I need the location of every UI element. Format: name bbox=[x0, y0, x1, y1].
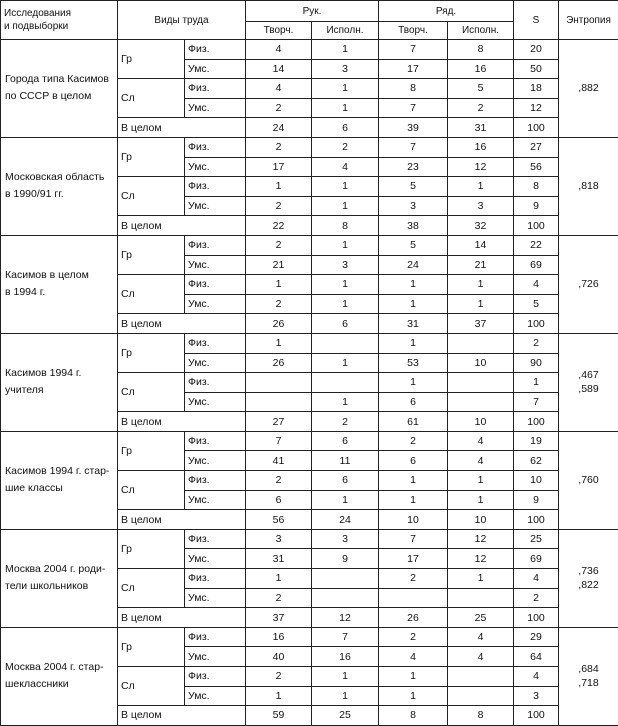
kind-label-fiz: Физ. bbox=[185, 79, 246, 99]
table-row bbox=[1, 137, 618, 157]
cell-ruk-ispoln: 1 bbox=[312, 686, 379, 706]
cell-ryad-tvorch: 1 bbox=[379, 667, 448, 687]
cell-ruk-tvorch: 7 bbox=[246, 431, 312, 451]
kind-label-ums: Умс. bbox=[185, 196, 246, 216]
cell-ryad-tvorch: 1 bbox=[379, 294, 448, 314]
cell-ryad-ispoln: 3 bbox=[448, 196, 514, 216]
header-s: S bbox=[514, 1, 559, 40]
cell-ruk-ispoln: 1 bbox=[312, 40, 379, 60]
total-ryad-ispoln: 10 bbox=[448, 510, 514, 530]
group-label-sl: Сл bbox=[118, 471, 185, 510]
cell-ruk-tvorch: 1 bbox=[246, 177, 312, 197]
header-ruk-tvorch: Творч. bbox=[246, 22, 312, 40]
cell-s-total: 12 bbox=[514, 98, 559, 118]
kind-label-fiz: Физ. bbox=[185, 529, 246, 549]
cell-ryad-tvorch: 1 bbox=[379, 373, 448, 393]
cell-ruk-tvorch: 2 bbox=[246, 471, 312, 491]
kind-label-ums: Умс. bbox=[185, 451, 246, 471]
study-name: Города типа Касимов по СССР в целом bbox=[1, 40, 118, 138]
cell-ruk-ispoln: 16 bbox=[312, 647, 379, 667]
total-label: В целом bbox=[118, 706, 246, 726]
total-ruk-tvorch: 27 bbox=[246, 412, 312, 432]
cell-ryad-tvorch: 8 bbox=[379, 79, 448, 99]
kind-label-fiz: Физ. bbox=[185, 667, 246, 687]
cell-ruk-tvorch: 6 bbox=[246, 490, 312, 510]
cell-ruk-tvorch: 41 bbox=[246, 451, 312, 471]
cell-ryad-tvorch: 5 bbox=[379, 177, 448, 197]
kind-label-fiz: Физ. bbox=[185, 431, 246, 451]
cell-ryad-tvorch: 17 bbox=[379, 549, 448, 569]
total-ryad-ispoln: 37 bbox=[448, 314, 514, 334]
total-ruk-ispoln: 8 bbox=[312, 216, 379, 236]
group-label-gr: Гр bbox=[118, 137, 185, 176]
kind-label-fiz: Физ. bbox=[185, 333, 246, 353]
header-ruk: Рук. bbox=[246, 1, 379, 22]
cell-s-total: 69 bbox=[514, 549, 559, 569]
cell-ryad-ispoln: 4 bbox=[448, 431, 514, 451]
total-ryad-tvorch: 10 bbox=[379, 510, 448, 530]
total-label: В целом bbox=[118, 314, 246, 334]
cell-s-total: 22 bbox=[514, 235, 559, 255]
table-row bbox=[1, 529, 618, 549]
cell-ruk-ispoln: 1 bbox=[312, 79, 379, 99]
cell-ryad-ispoln bbox=[448, 686, 514, 706]
cell-ryad-ispoln: 12 bbox=[448, 549, 514, 569]
cell-ruk-ispoln: 6 bbox=[312, 471, 379, 491]
cell-ryad-ispoln bbox=[448, 588, 514, 608]
study-name: Москва 2004 г. роди- тели школьников bbox=[1, 529, 118, 627]
study-name: Касимов 1994 г. учителя bbox=[1, 333, 118, 431]
total-ryad-tvorch: 31 bbox=[379, 314, 448, 334]
cell-ryad-ispoln: 2 bbox=[448, 98, 514, 118]
header-ryad: Ряд. bbox=[379, 1, 514, 22]
total-ruk-ispoln: 12 bbox=[312, 608, 379, 628]
cell-s-total: 62 bbox=[514, 451, 559, 471]
cell-ruk-tvorch: 14 bbox=[246, 59, 312, 79]
total-s-total: 100 bbox=[514, 314, 559, 334]
cell-s-total: 2 bbox=[514, 588, 559, 608]
cell-ryad-ispoln: 21 bbox=[448, 255, 514, 275]
group-label-sl: Сл bbox=[118, 79, 185, 118]
cell-ryad-tvorch: 7 bbox=[379, 137, 448, 157]
kind-label-fiz: Физ. bbox=[185, 177, 246, 197]
group-label-sl: Сл bbox=[118, 177, 185, 216]
group-label-sl: Сл bbox=[118, 275, 185, 314]
table-row bbox=[1, 627, 618, 647]
kind-label-fiz: Физ. bbox=[185, 235, 246, 255]
cell-ruk-tvorch bbox=[246, 392, 312, 412]
cell-ryad-tvorch: 1 bbox=[379, 490, 448, 510]
cell-s-total: 29 bbox=[514, 627, 559, 647]
group-label-gr: Гр bbox=[118, 40, 185, 79]
cell-ruk-ispoln: 1 bbox=[312, 235, 379, 255]
cell-ryad-tvorch: 1 bbox=[379, 686, 448, 706]
kind-label-ums: Умс. bbox=[185, 255, 246, 275]
kind-label-fiz: Физ. bbox=[185, 275, 246, 295]
entropy-value: ,760 bbox=[559, 431, 618, 529]
cell-ruk-tvorch: 2 bbox=[246, 235, 312, 255]
cell-s-total: 27 bbox=[514, 137, 559, 157]
cell-ryad-ispoln: 5 bbox=[448, 79, 514, 99]
cell-ruk-ispoln: 3 bbox=[312, 529, 379, 549]
cell-ryad-ispoln: 4 bbox=[448, 627, 514, 647]
kind-label-ums: Умс. bbox=[185, 647, 246, 667]
cell-ruk-ispoln: 1 bbox=[312, 667, 379, 687]
study-name: Касимов 1994 г. стар- шие классы bbox=[1, 431, 118, 529]
cell-ryad-ispoln bbox=[448, 333, 514, 353]
total-ryad-ispoln: 10 bbox=[448, 412, 514, 432]
header-ruk-ispoln: Исполн. bbox=[312, 22, 379, 40]
header-kinds: Виды труда bbox=[118, 1, 246, 40]
cell-ryad-tvorch: 7 bbox=[379, 529, 448, 549]
cell-ruk-ispoln: 1 bbox=[312, 196, 379, 216]
entropy-value: ,467 ,589 bbox=[559, 333, 618, 431]
kind-label-ums: Умс. bbox=[185, 588, 246, 608]
kind-label-fiz: Физ. bbox=[185, 137, 246, 157]
cell-ruk-ispoln: 2 bbox=[312, 137, 379, 157]
total-ryad-tvorch: 8 bbox=[379, 706, 448, 726]
study-name: Москва 2004 г. стар- шеклассники bbox=[1, 627, 118, 725]
cell-ruk-ispoln bbox=[312, 373, 379, 393]
cell-s-total: 64 bbox=[514, 647, 559, 667]
cell-ruk-ispoln: 1 bbox=[312, 353, 379, 373]
total-ruk-ispoln: 2 bbox=[312, 412, 379, 432]
kind-label-ums: Умс. bbox=[185, 392, 246, 412]
cell-ruk-tvorch: 2 bbox=[246, 667, 312, 687]
total-ruk-tvorch: 59 bbox=[246, 706, 312, 726]
total-ruk-tvorch: 56 bbox=[246, 510, 312, 530]
cell-ruk-ispoln: 1 bbox=[312, 294, 379, 314]
cell-s-total: 10 bbox=[514, 471, 559, 491]
total-ryad-ispoln: 8 bbox=[448, 706, 514, 726]
cell-ruk-ispoln bbox=[312, 333, 379, 353]
cell-s-total: 4 bbox=[514, 569, 559, 589]
header-row-1 bbox=[1, 1, 618, 22]
total-ruk-tvorch: 26 bbox=[246, 314, 312, 334]
cell-ryad-ispoln: 1 bbox=[448, 569, 514, 589]
cell-ryad-tvorch: 1 bbox=[379, 275, 448, 295]
cell-ryad-tvorch: 17 bbox=[379, 59, 448, 79]
cell-ruk-tvorch: 2 bbox=[246, 137, 312, 157]
cell-ruk-tvorch: 31 bbox=[246, 549, 312, 569]
total-ruk-ispoln: 24 bbox=[312, 510, 379, 530]
cell-ryad-ispoln: 14 bbox=[448, 235, 514, 255]
entropy-value: ,684 ,718 bbox=[559, 627, 618, 725]
cell-ruk-ispoln: 4 bbox=[312, 157, 379, 177]
group-label-sl: Сл bbox=[118, 667, 185, 706]
total-label: В целом bbox=[118, 118, 246, 138]
study-name: Московская область в 1990/91 гг. bbox=[1, 137, 118, 235]
table-row bbox=[1, 235, 618, 255]
header-entropy: Энтропия bbox=[559, 1, 618, 40]
cell-s-total: 9 bbox=[514, 196, 559, 216]
total-s-total: 100 bbox=[514, 216, 559, 236]
cell-ruk-tvorch: 1 bbox=[246, 333, 312, 353]
cell-ryad-ispoln: 1 bbox=[448, 471, 514, 491]
cell-s-total: 50 bbox=[514, 59, 559, 79]
cell-ruk-tvorch: 4 bbox=[246, 40, 312, 60]
kind-label-ums: Умс. bbox=[185, 549, 246, 569]
group-label-gr: Гр bbox=[118, 529, 185, 568]
cell-ruk-tvorch: 26 bbox=[246, 353, 312, 373]
entropy-value: ,726 bbox=[559, 235, 618, 333]
cell-ryad-ispoln: 1 bbox=[448, 490, 514, 510]
table-row bbox=[1, 333, 618, 353]
cell-ryad-ispoln bbox=[448, 667, 514, 687]
kind-label-ums: Умс. bbox=[185, 98, 246, 118]
kind-label-ums: Умс. bbox=[185, 294, 246, 314]
cell-ryad-tvorch: 3 bbox=[379, 196, 448, 216]
cell-ryad-tvorch: 1 bbox=[379, 333, 448, 353]
cell-ruk-tvorch: 17 bbox=[246, 157, 312, 177]
total-s-total: 100 bbox=[514, 118, 559, 138]
total-s-total: 100 bbox=[514, 608, 559, 628]
total-ruk-tvorch: 22 bbox=[246, 216, 312, 236]
header-ryad-tvorch: Творч. bbox=[379, 22, 448, 40]
total-ryad-ispoln: 31 bbox=[448, 118, 514, 138]
kind-label-fiz: Физ. bbox=[185, 471, 246, 491]
kind-label-fiz: Физ. bbox=[185, 40, 246, 60]
kind-label-fiz: Физ. bbox=[185, 373, 246, 393]
cell-ruk-tvorch: 1 bbox=[246, 275, 312, 295]
table-row bbox=[1, 431, 618, 451]
total-ryad-tvorch: 61 bbox=[379, 412, 448, 432]
cell-ryad-ispoln: 16 bbox=[448, 137, 514, 157]
total-ryad-ispoln: 25 bbox=[448, 608, 514, 628]
total-ryad-tvorch: 38 bbox=[379, 216, 448, 236]
cell-s-total: 18 bbox=[514, 79, 559, 99]
total-ryad-ispoln: 32 bbox=[448, 216, 514, 236]
cell-ruk-tvorch: 16 bbox=[246, 627, 312, 647]
total-label: В целом bbox=[118, 510, 246, 530]
cell-ruk-ispoln: 1 bbox=[312, 98, 379, 118]
cell-s-total: 7 bbox=[514, 392, 559, 412]
total-label: В целом bbox=[118, 216, 246, 236]
cell-ruk-ispoln: 1 bbox=[312, 392, 379, 412]
group-label-gr: Гр bbox=[118, 431, 185, 470]
group-label-gr: Гр bbox=[118, 333, 185, 372]
cell-s-total: 3 bbox=[514, 686, 559, 706]
cell-s-total: 9 bbox=[514, 490, 559, 510]
cell-ruk-tvorch: 21 bbox=[246, 255, 312, 275]
cell-ruk-tvorch: 2 bbox=[246, 588, 312, 608]
kind-label-ums: Умс. bbox=[185, 353, 246, 373]
cell-s-total: 1 bbox=[514, 373, 559, 393]
study-name: Касимов в целом в 1994 г. bbox=[1, 235, 118, 333]
cell-s-total: 4 bbox=[514, 667, 559, 687]
cell-ruk-tvorch bbox=[246, 373, 312, 393]
cell-ryad-ispoln: 10 bbox=[448, 353, 514, 373]
kind-label-ums: Умс. bbox=[185, 59, 246, 79]
cell-ruk-ispoln: 1 bbox=[312, 490, 379, 510]
cell-s-total: 2 bbox=[514, 333, 559, 353]
total-label: В целом bbox=[118, 412, 246, 432]
cell-ryad-tvorch: 7 bbox=[379, 40, 448, 60]
header-ryad-ispoln: Исполн. bbox=[448, 22, 514, 40]
total-s-total: 100 bbox=[514, 706, 559, 726]
total-ryad-tvorch: 39 bbox=[379, 118, 448, 138]
cell-ruk-ispoln: 11 bbox=[312, 451, 379, 471]
cell-ruk-tvorch: 1 bbox=[246, 569, 312, 589]
kind-label-fiz: Физ. bbox=[185, 627, 246, 647]
cell-ryad-ispoln: 12 bbox=[448, 529, 514, 549]
header-study: Исследования и подвыборки bbox=[1, 1, 118, 40]
total-label: В целом bbox=[118, 608, 246, 628]
cell-ruk-ispoln: 3 bbox=[312, 59, 379, 79]
cell-ruk-ispoln: 3 bbox=[312, 255, 379, 275]
total-ruk-tvorch: 24 bbox=[246, 118, 312, 138]
cell-s-total: 90 bbox=[514, 353, 559, 373]
cell-ryad-ispoln: 1 bbox=[448, 177, 514, 197]
cell-ruk-tvorch: 2 bbox=[246, 294, 312, 314]
kind-label-ums: Умс. bbox=[185, 157, 246, 177]
cell-s-total: 5 bbox=[514, 294, 559, 314]
cell-ruk-ispoln: 1 bbox=[312, 177, 379, 197]
cell-ryad-tvorch: 2 bbox=[379, 569, 448, 589]
cell-ruk-ispoln: 6 bbox=[312, 431, 379, 451]
total-s-total: 100 bbox=[514, 412, 559, 432]
entropy-value: ,736 ,822 bbox=[559, 529, 618, 627]
cell-ryad-ispoln: 4 bbox=[448, 451, 514, 471]
cell-s-total: 4 bbox=[514, 275, 559, 295]
cell-ruk-tvorch: 2 bbox=[246, 196, 312, 216]
cell-ryad-ispoln: 8 bbox=[448, 40, 514, 60]
cell-ryad-tvorch: 6 bbox=[379, 392, 448, 412]
cell-s-total: 20 bbox=[514, 40, 559, 60]
cell-ruk-ispoln: 1 bbox=[312, 275, 379, 295]
cell-s-total: 69 bbox=[514, 255, 559, 275]
cell-ruk-ispoln: 7 bbox=[312, 627, 379, 647]
group-label-sl: Сл bbox=[118, 569, 185, 608]
kind-label-ums: Умс. bbox=[185, 490, 246, 510]
total-ruk-ispoln: 25 bbox=[312, 706, 379, 726]
cell-ryad-ispoln: 1 bbox=[448, 275, 514, 295]
cell-ryad-ispoln bbox=[448, 373, 514, 393]
group-label-sl: Сл bbox=[118, 373, 185, 412]
group-label-gr: Гр bbox=[118, 235, 185, 274]
cell-ryad-tvorch: 7 bbox=[379, 98, 448, 118]
entropy-value: ,818 bbox=[559, 137, 618, 235]
total-ruk-ispoln: 6 bbox=[312, 314, 379, 334]
cell-ryad-tvorch: 23 bbox=[379, 157, 448, 177]
cell-ryad-tvorch: 53 bbox=[379, 353, 448, 373]
cell-ruk-ispoln: 9 bbox=[312, 549, 379, 569]
kind-label-fiz: Физ. bbox=[185, 569, 246, 589]
cell-ruk-tvorch: 2 bbox=[246, 98, 312, 118]
kind-label-ums: Умс. bbox=[185, 686, 246, 706]
total-s-total: 100 bbox=[514, 510, 559, 530]
cell-ryad-ispoln bbox=[448, 392, 514, 412]
cell-ryad-tvorch bbox=[379, 588, 448, 608]
cell-s-total: 8 bbox=[514, 177, 559, 197]
cell-ryad-ispoln: 4 bbox=[448, 647, 514, 667]
cell-ryad-tvorch: 6 bbox=[379, 451, 448, 471]
total-ryad-tvorch: 26 bbox=[379, 608, 448, 628]
cell-s-total: 56 bbox=[514, 157, 559, 177]
total-ruk-ispoln: 6 bbox=[312, 118, 379, 138]
cell-ryad-tvorch: 1 bbox=[379, 471, 448, 491]
table-row bbox=[1, 40, 618, 60]
cell-s-total: 25 bbox=[514, 529, 559, 549]
cell-ruk-tvorch: 3 bbox=[246, 529, 312, 549]
cell-ryad-tvorch: 2 bbox=[379, 431, 448, 451]
cell-ruk-ispoln bbox=[312, 569, 379, 589]
cell-s-total: 19 bbox=[514, 431, 559, 451]
entropy-value: ,882 bbox=[559, 40, 618, 138]
cell-ryad-tvorch: 2 bbox=[379, 627, 448, 647]
cell-ruk-ispoln bbox=[312, 588, 379, 608]
cell-ryad-ispoln: 16 bbox=[448, 59, 514, 79]
cell-ryad-tvorch: 24 bbox=[379, 255, 448, 275]
cell-ruk-tvorch: 4 bbox=[246, 79, 312, 99]
cell-ruk-tvorch: 1 bbox=[246, 686, 312, 706]
cell-ryad-ispoln: 12 bbox=[448, 157, 514, 177]
group-label-gr: Гр bbox=[118, 627, 185, 666]
total-ruk-tvorch: 37 bbox=[246, 608, 312, 628]
cell-ryad-ispoln: 1 bbox=[448, 294, 514, 314]
cell-ruk-tvorch: 40 bbox=[246, 647, 312, 667]
cell-ryad-tvorch: 5 bbox=[379, 235, 448, 255]
cell-ryad-tvorch: 4 bbox=[379, 647, 448, 667]
